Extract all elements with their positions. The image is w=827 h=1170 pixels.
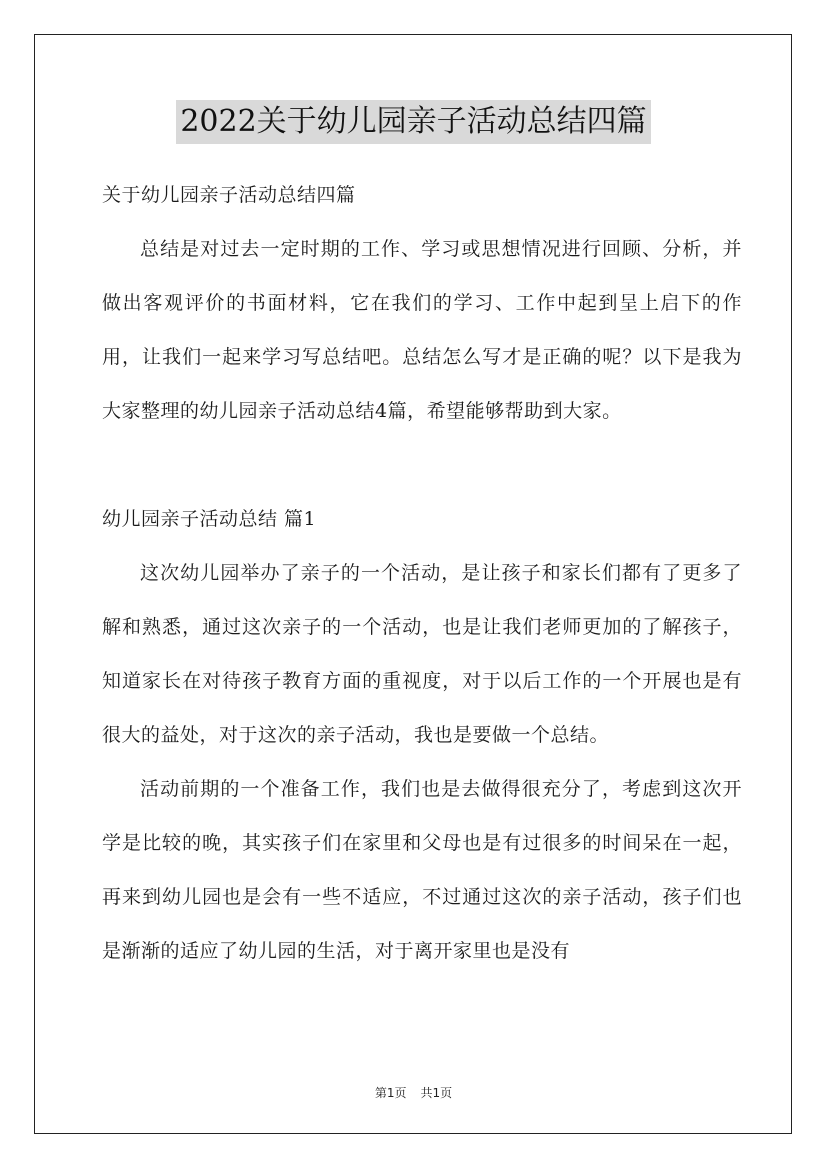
document-body [102,168,742,978]
page-total: 共1页 [420,1086,453,1100]
section-paragraph-1: 这次幼儿园举办了亲子的一个活动，是让孩子和家长们都有了更多了解和熟悉，通过这次亲子的一个活动，也是让我们老师更加的了解孩子，知道家长在对待孩子教育方面的重视度，对于以后工作的一个开展也是有很大的益处，对于这次的亲子活动，我也是要做一个总结。 [102,562,742,746]
section-heading: 幼儿园亲子活动总结 篇1 [102,508,317,530]
intro-paragraph: 总结是对过去一定时期的工作、学习或思想情况进行回顾、分析，并做出客观评价的书面材料，它在我们的学习、工作中起到呈上启下的作用，让我们一起来学习写总结吧。总结怎么写才是正确的呢？以下是我为大家整理的幼儿园亲子活动总结4篇，希望能够帮助到大家。 [102,238,742,422]
page-footer [0,1084,827,1101]
document-subtitle: 关于幼儿园亲子活动总结四篇 [102,184,356,206]
section-gap [102,438,742,492]
page-number: 第1页 [374,1086,407,1100]
section-paragraph-2: 活动前期的一个准备工作，我们也是去做得很充分了，考虑到这次开学是比较的晚，其实孩子们在家里和父母也是有过很多的时间呆在一起，再来到幼儿园也是会有一些不适应，不过通过这次的亲子活动，孩子们也是渐渐的适应了幼儿园的生活，对于离开家里也是没有 [102,778,742,962]
document-title: 2022关于幼儿园亲子活动总结四篇 [176,100,650,144]
title-container [0,100,827,144]
